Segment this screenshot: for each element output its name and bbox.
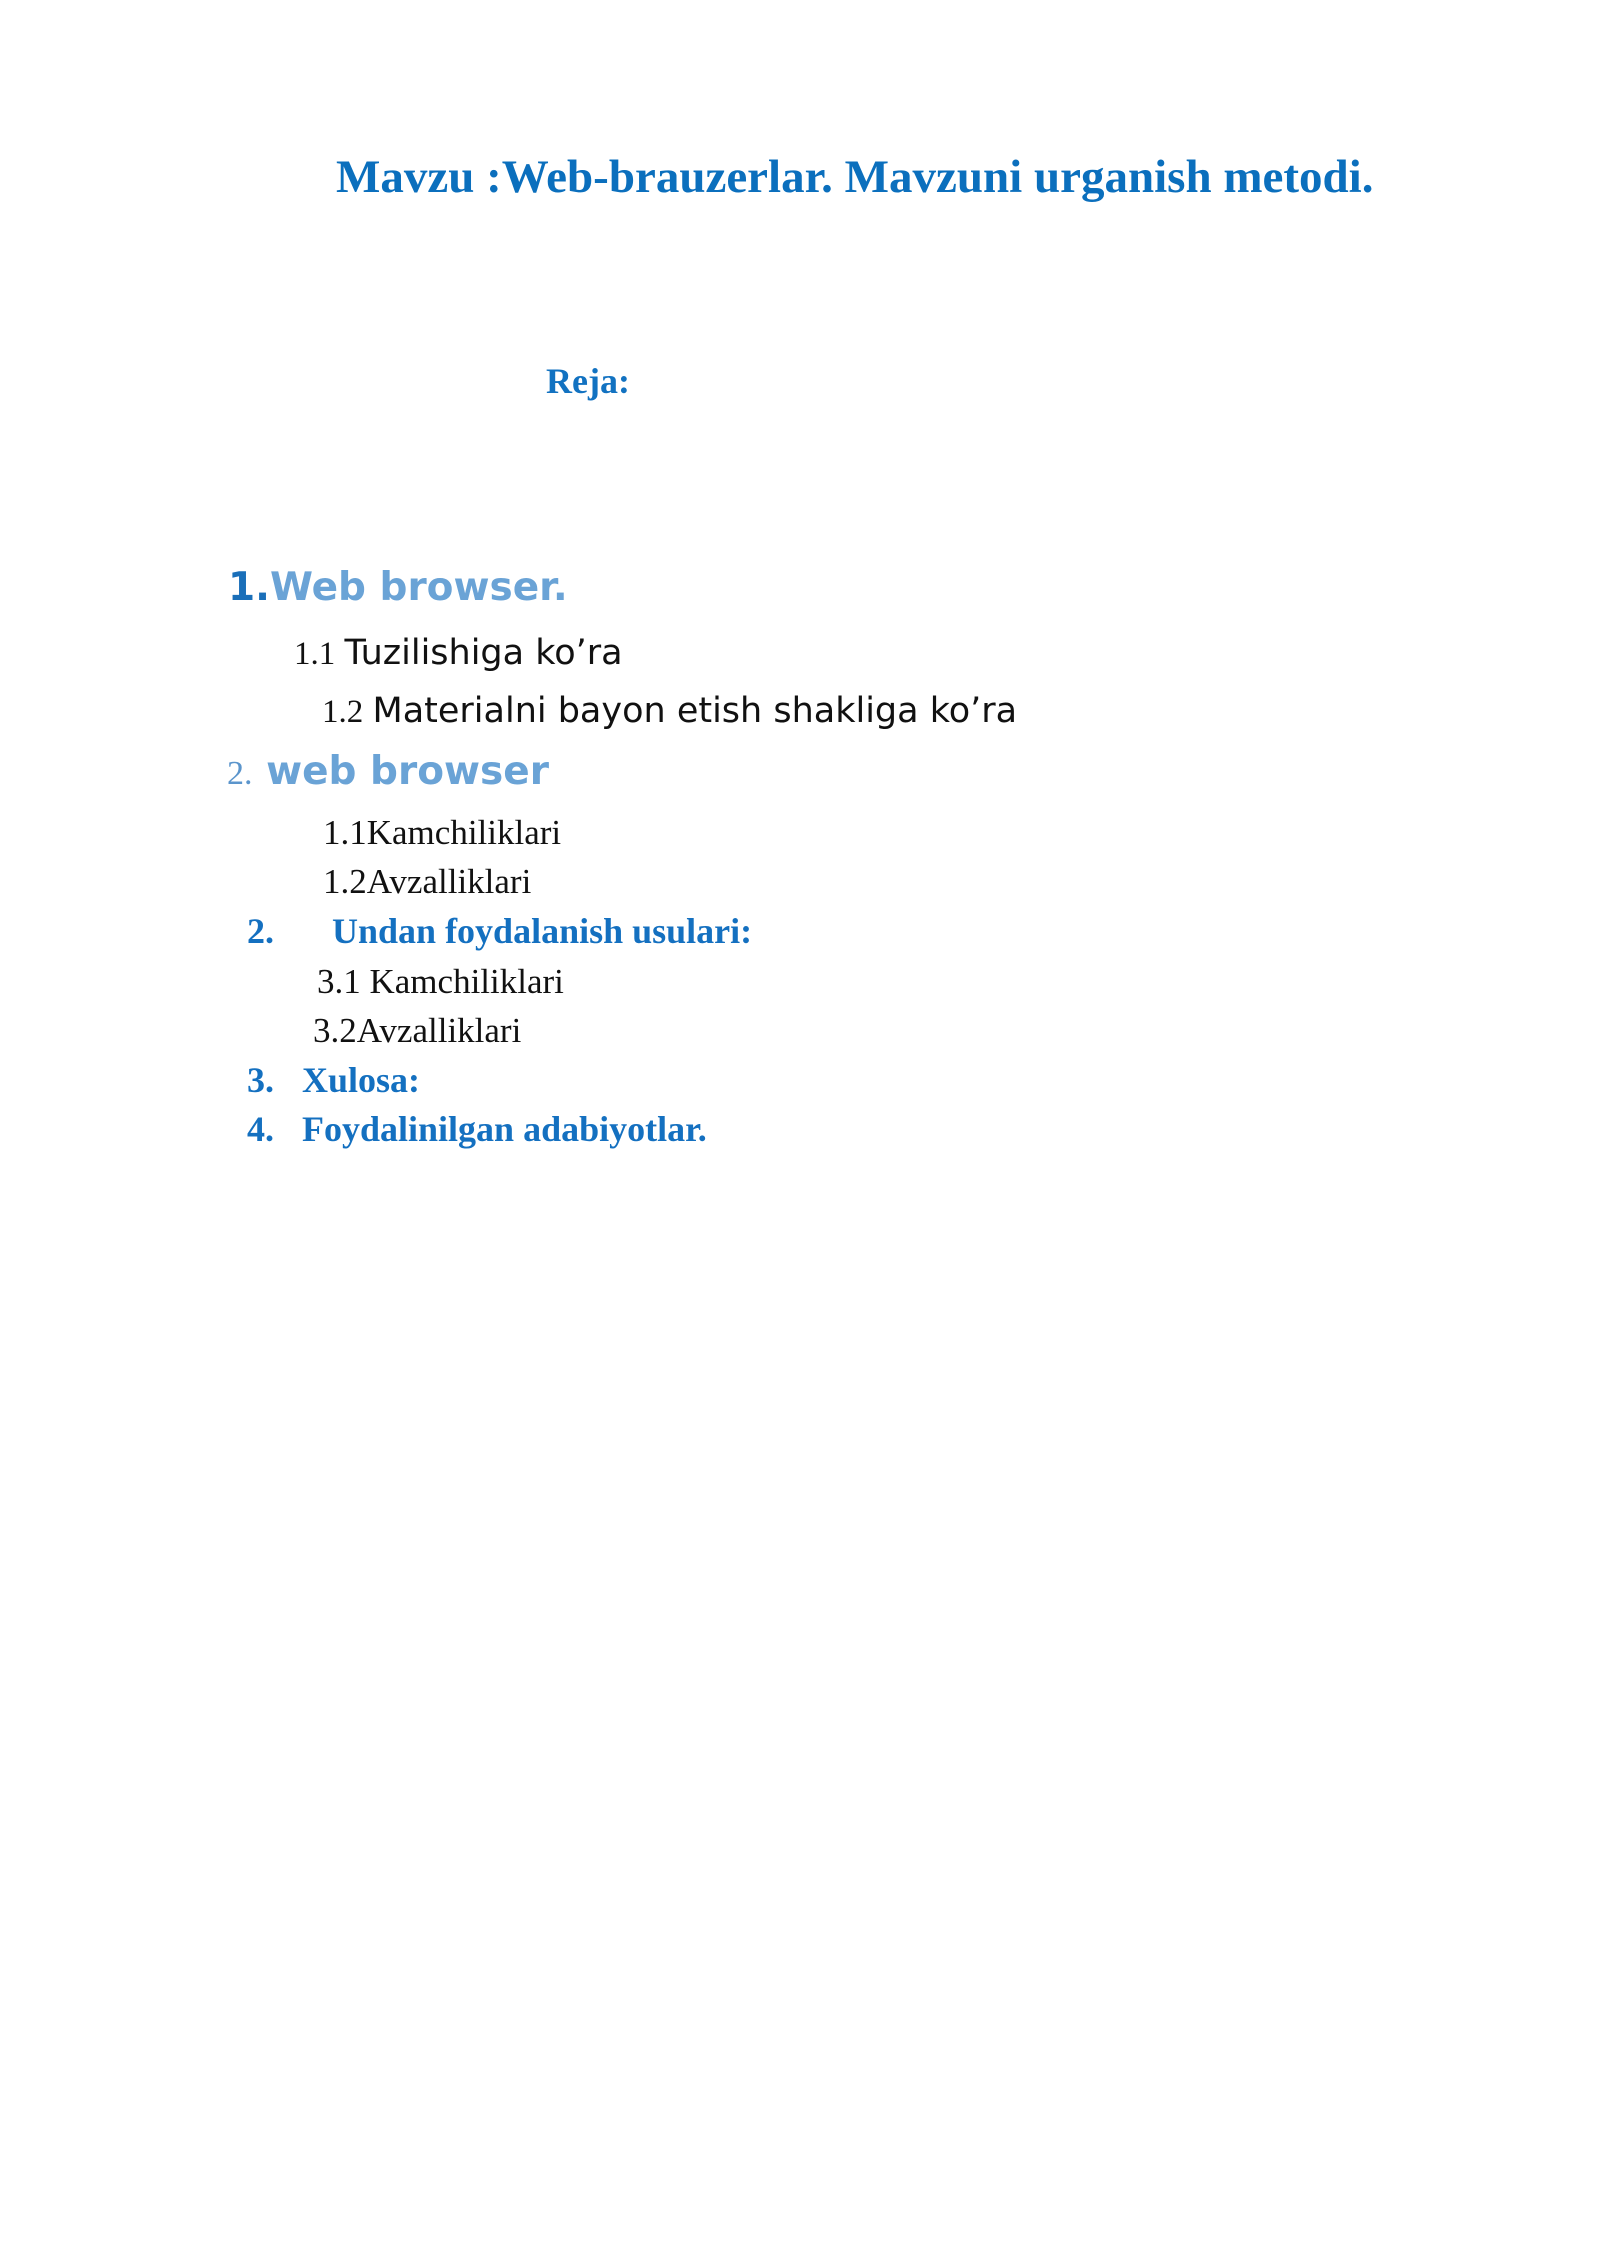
document-title: Mavzu :Web-brauzerlar. Mavzuni urganish metodi. [336,151,1374,203]
outline-item-4 [247,1062,420,1098]
outline-item-1-1 [294,634,623,671]
outline-item-1-1-number: 1.1 [294,636,336,672]
outline-item-2-2: 1.2Avzalliklari [323,862,532,901]
outline-item-4-number: 3. [247,1060,274,1100]
outline-item-2-label: web browser [266,749,549,794]
outline-item-1-label: Web browser. [269,565,568,610]
outline-item-1-2-number: 1.2 [322,694,364,730]
outline-item-2 [227,749,549,794]
outline-item-3-2: 3.2Avzalliklari [313,1011,522,1050]
outline-item-5 [247,1111,707,1147]
outline-item-1-2-label: Materialni bayon etish shakliga ko’ra [372,691,1018,731]
outline-item-5-number: 4. [247,1109,274,1149]
outline-item-4-label: Xulosa: [302,1060,421,1100]
outline-item-1-1-label: Tuzilishiga ko’ra [344,633,623,673]
outline-item-2-number: 2. [227,755,253,792]
outline-item-1 [228,565,568,610]
outline-item-5-label: Foydalinilgan adabiyotlar. [302,1109,707,1149]
outline-item-3-label: Undan foydalanish usulari: [332,911,753,951]
outline-item-2-1: 1.1Kamchiliklari [323,813,562,852]
outline-item-1-2 [322,692,1017,729]
outline-item-3-number: 2. [247,911,274,951]
outline-item-3 [247,913,752,949]
plan-heading: Reja: [546,361,630,401]
outline-item-3-1: 3.1 Kamchiliklari [317,962,564,1001]
outline-item-1-number: 1. [228,565,270,610]
